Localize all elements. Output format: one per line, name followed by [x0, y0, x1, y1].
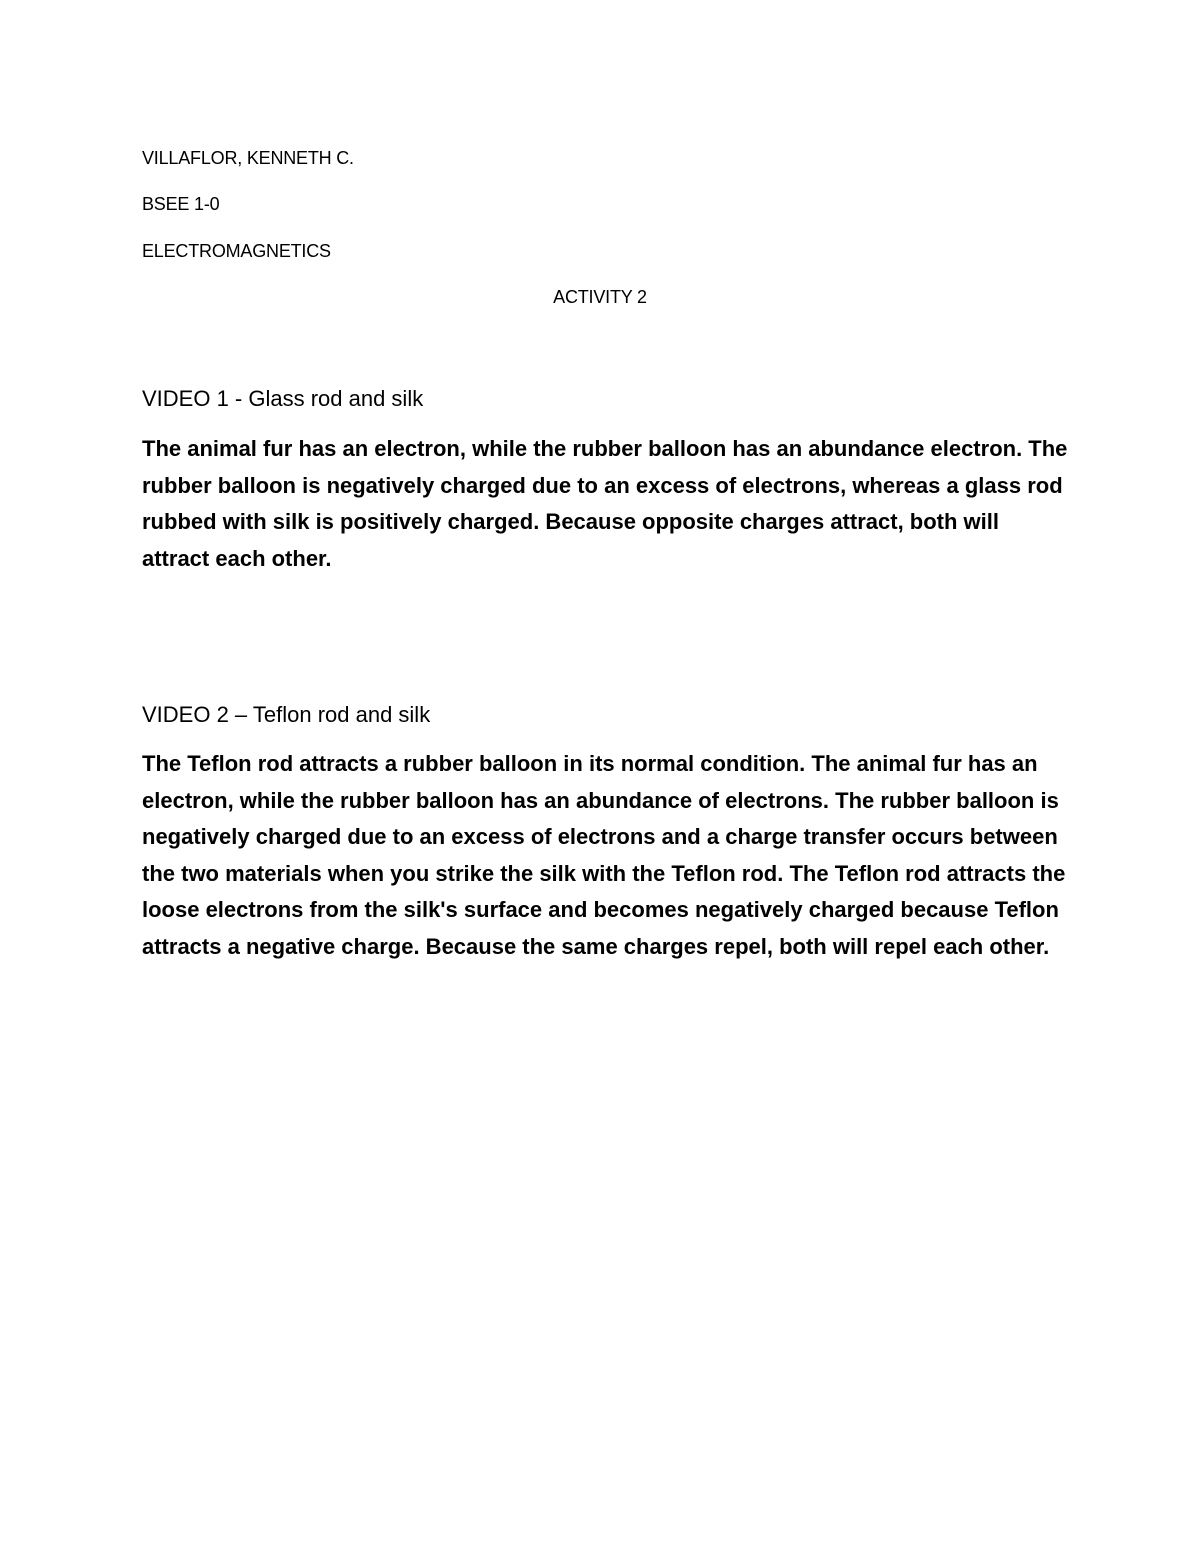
video2-section-title: VIDEO 2 – Teflon rod and silk: [142, 702, 431, 727]
course-section: BSEE 1-0: [142, 194, 220, 214]
student-name: VILLAFLOR, KENNETH C.: [142, 148, 354, 168]
activity-title: ACTIVITY 2: [553, 287, 647, 307]
video1-section-title: VIDEO 1 - Glass rod and silk: [142, 386, 424, 411]
video2-section-body: The Teflon rod attracts a rubber balloon in its normal condition. The animal fur has an electron, while the rubber balloon has an abundance of electrons. The rubber balloon is negatively charged due to an excess of electrons and a charge transfer occurs between the two materials when you strike the silk with the Teflon rod. The Teflon rod attracts the loose electrons from the silk's surface and becomes negatively charged because Teflon attracts a negative charge. Because the same charges repel, both will repel each other.: [142, 751, 1066, 959]
subject-name: ELECTROMAGNETICS: [142, 241, 331, 261]
video1-section-body: The animal fur has an electron, while the rubber balloon has an abundance electron. The rubber balloon is negatively charged due to an excess of electrons, whereas a glass rod rubbed with silk is positively charged. Because opposite charges attract, both will attract each other.: [142, 436, 1068, 571]
